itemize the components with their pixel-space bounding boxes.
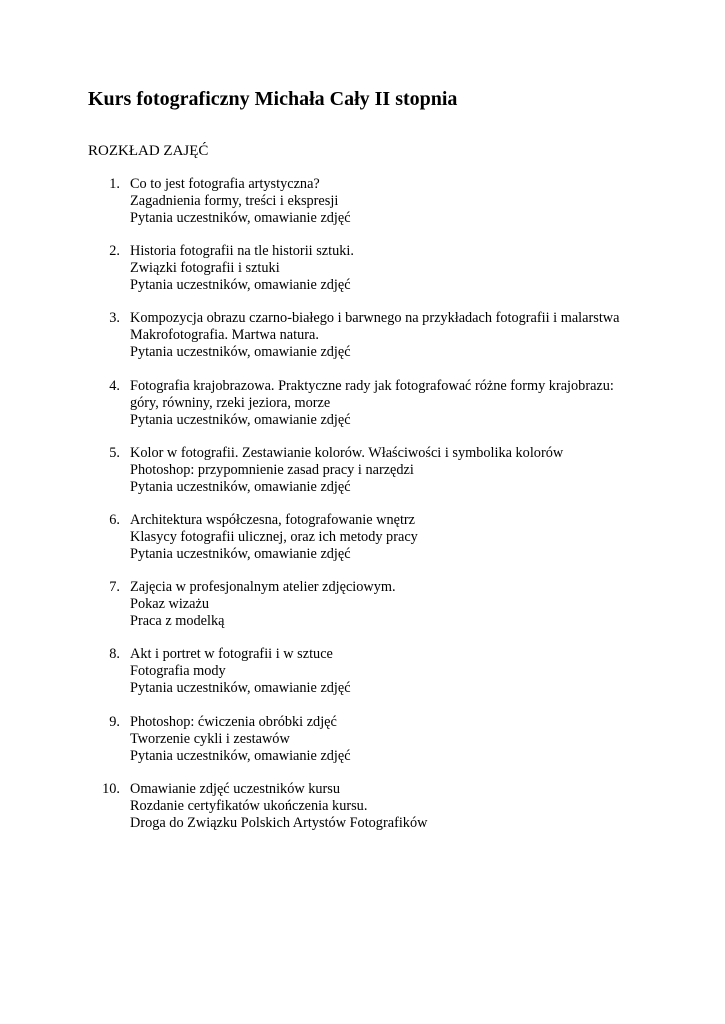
list-item-line: Zajęcia w profesjonalnym atelier zdjęciowym. <box>130 579 396 596</box>
list-item-number: 4. <box>109 377 120 394</box>
list-item-line: Co to jest fotografia artystyczna? <box>130 176 320 192</box>
list-item-line: Rozdanie certyfikatów ukończenia kursu. <box>130 797 368 814</box>
list-item-line: góry, równiny, rzeki jeziora, morze <box>130 394 331 411</box>
list-item-line: Klasycy fotografii ulicznej, oraz ich metody pracy <box>130 528 418 545</box>
list-item-line: Pytania uczestników, omawianie zdjęć <box>130 411 351 428</box>
list-item-lines <box>130 310 710 361</box>
list-item-line: Fotografia krajobrazowa. Praktyczne rady jak fotografować różne formy krajobrazu: <box>130 377 614 394</box>
list-item <box>0 781 725 848</box>
page-title: Kurs fotograficzny Michała Cały II stopnia <box>88 88 458 110</box>
list-item-line: Pytania uczestników, omawianie zdjęć <box>130 344 351 361</box>
list-item <box>0 378 725 445</box>
list-item-line: Architektura współczesna, fotografowanie wnętrz <box>130 511 416 528</box>
list-item-number: 8. <box>109 646 120 663</box>
list-item-number: 1. <box>109 176 120 192</box>
schedule-heading: ROZKŁAD ZAJĘĆ <box>88 143 209 159</box>
list-item-line: Pytania uczestników, omawianie zdjęć <box>130 680 351 697</box>
list-item-line: Photoshop: przypomnienie zasad pracy i narzędzi <box>130 461 414 478</box>
list-item-number: 10. <box>102 780 120 797</box>
list-item <box>0 176 725 243</box>
schedule-list <box>0 176 725 848</box>
list-item <box>0 714 725 781</box>
list-item <box>0 579 725 646</box>
list-item <box>0 243 725 310</box>
list-item <box>0 310 725 377</box>
list-item-number: 2. <box>109 243 120 260</box>
list-item-line: Pytania uczestników, omawianie zdjęć <box>130 277 351 294</box>
list-item-line: Pytania uczestników, omawianie zdjęć <box>130 545 351 562</box>
list-item <box>0 445 725 512</box>
list-item-line: Pytania uczestników, omawianie zdjęć <box>130 747 351 764</box>
list-item-lines <box>130 176 710 227</box>
list-item-line: Związki fotografii i sztuki <box>130 260 280 277</box>
list-item-line: Droga do Związku Polskich Artystów Fotografików <box>130 814 428 831</box>
list-item-lines <box>130 714 710 765</box>
list-item <box>0 512 725 579</box>
list-item-lines <box>130 378 710 429</box>
list-item-line: Zagadnienia formy, treści i ekspresji <box>130 193 339 209</box>
list-item-line: Kolor w fotografii. Zestawianie kolorów. Właściwości i symbolika kolorów <box>130 444 564 461</box>
list-item-lines <box>130 579 710 630</box>
list-item-line: Fotografia mody <box>130 663 226 680</box>
list-item-lines <box>130 243 710 294</box>
list-item-number: 3. <box>109 310 120 327</box>
list-item-line: Pokaz wizażu <box>130 596 209 613</box>
list-item <box>0 646 725 713</box>
list-item-line: Pytania uczestników, omawianie zdjęć <box>130 478 351 495</box>
list-item-line: Pytania uczestników, omawianie zdjęć <box>130 210 351 226</box>
list-item-number: 7. <box>109 579 120 596</box>
list-item-lines <box>130 646 710 697</box>
list-item-line: Tworzenie cykli i zestawów <box>130 730 290 747</box>
list-item-line: Photoshop: ćwiczenia obróbki zdjęć <box>130 713 337 730</box>
list-item-line: Praca z modelką <box>130 613 225 630</box>
list-item-lines <box>130 781 710 832</box>
list-item-number: 5. <box>109 444 120 461</box>
list-item-line: Historia fotografii na tle historii sztuki. <box>130 243 354 260</box>
list-item-line: Omawianie zdjęć uczestników kursu <box>130 780 341 797</box>
list-item-lines <box>130 512 710 563</box>
list-item-number: 6. <box>109 511 120 528</box>
list-item-line: Makrofotografia. Martwa natura. <box>130 327 319 344</box>
list-item-lines <box>130 445 710 496</box>
list-item-line: Kompozycja obrazu czarno-białego i barwnego na przykładach fotografii i malarstwa <box>130 310 620 327</box>
list-item-number: 9. <box>109 713 120 730</box>
list-item-line: Akt i portret w fotografii i w sztuce <box>130 646 333 663</box>
